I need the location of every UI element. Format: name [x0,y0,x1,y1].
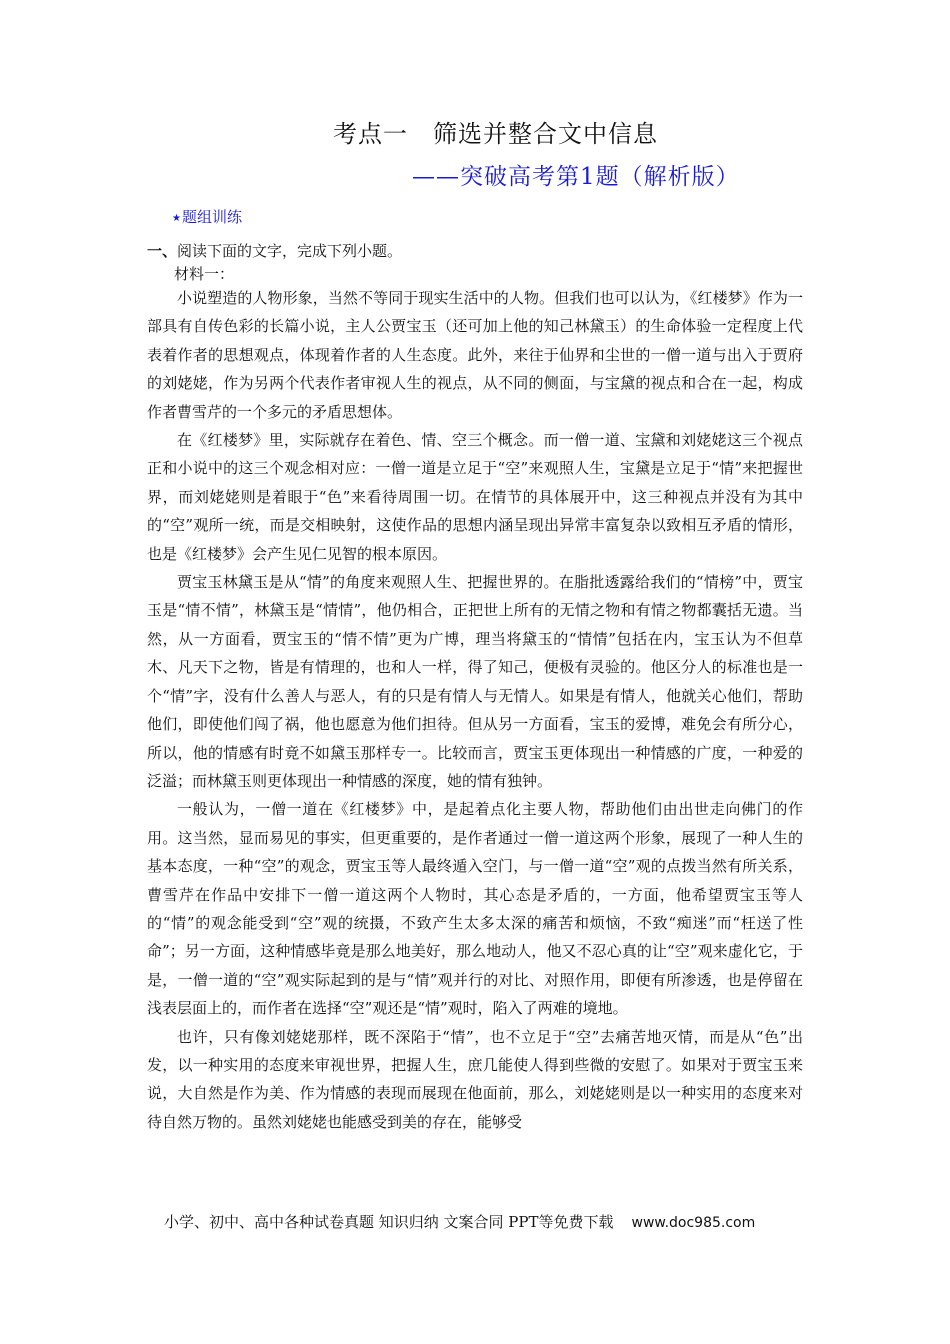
paragraph: 小说塑造的人物形象，当然不等同于现实生活中的人物。但我们也可以认为，《红楼梦》作为一部具有自传色彩的长篇小说，主人公贾宝玉（还可加上他的知己林黛玉）的生命体验一定程度上代表着作者的思想观点，体现着作者的人生态度。此外，来往于仙界和尘世的一僧一道与出入于贾府的刘姥姥，作为另两个代表作者审视人生的视点，从不同的侧面，与宝黛的视点和合在一起，构成作者曹雪芹的一个多元的矛盾思想体。 [147,289,803,421]
question-number: 一、 [147,242,178,260]
document-title: 考点一 筛选并整合文中信息 [333,120,658,148]
question-prompt: 阅读下面的文字，完成下列小题。 [177,242,403,260]
paragraph: 在《红楼梦》里，实际就存在着色、情、空三个概念。而一僧一道、宝黛和刘姥姥这三个视点正和小说中的这三个观念相对应：一僧一道是立足于“空”来观照人生，宝黛是立足于“情”来把握世界，而刘姥姥则是着眼于“色”来看待周围一切。在情节的具体展开中，这三种视点并没有为其中的“空”观所一统，而是交相映射，这使作品的思想内涵呈现出异常丰富复杂以致相互矛盾的情形，也是《红楼梦》会产生见仁见智的根本原因。 [147,431,803,563]
star-icon: ★ [172,212,181,224]
paragraph: 贾宝玉林黛玉是从“情”的角度来观照人生、把握世界的。在脂批透露给我们的“情榜”中，贾宝玉是“情不情”，林黛玉是“情情”，他仍相合，正把世上所有的无情之物和有情之物都囊括无遗。当然，从一方面看，贾宝玉的“情不情”更为广博，理当将黛玉的“情情”包括在内，宝玉认为不但草木、凡天下之物，皆是有情理的，也和人一样，得了知己，便极有灵验的。他区分人的标准也是一个“情”字，没有什么善人与恶人，有的只是有情人与无情人。如果是有情人，他就关心他们，帮助他们，即使他们闯了祸，他也愿意为他们担待。但从另一方面看，宝玉的爱博，难免会有所分心，所以，他的情感有时竟不如黛玉那样专一。比较而言，贾宝玉更体现出一种情感的广度，一种爱的泛溢；而林黛玉则更体现出一种情感的深度，她的情有独钟。 [147,573,803,790]
paragraph: 一般认为，一僧一道在《红楼梦》中，是起着点化主要人物，帮助他们由出世走向佛门的作用。这当然，显而易见的事实，但更重要的，是作者通过一僧一道这两个形象，展现了一种人生的基本态度，一种“空”的观念，贾宝玉等人最终遁入空门，与一僧一道“空”观的点拨当然有所关系，曹雪芹在作品中安排下一僧一道这两个人物时，其心态是矛盾的，一方面，他希望贾宝玉等人的“情”的观念能受到“空”观的统摄，不致产生太多太深的痛苦和烦恼，不致“痴迷”而“枉送了性命”；另一方面，这种情感毕竟是那么地美好，那么地动人，他又不忍心真的让“空”观来虚化它，于是，一僧一道的“空”观实际起到的是与“情”观并行的对比、对照作用，即便有所渗透，也是停留在浅表层面上的，而作者在选择“空”观还是“情”观时，陷入了两难的境地。 [147,800,803,1018]
material-label: 材料一： [174,265,235,283]
article-body [147,284,803,1136]
section-label-text: 题组训练 [181,208,242,226]
question-heading [147,240,402,261]
page-footer [164,1211,755,1232]
document-subtitle: ——突破高考第1题（解析版） [412,164,740,190]
footer-site-link[interactable]: www.doc985.com [631,1215,756,1231]
paragraph: 也许，只有像刘姥姥那样，既不深陷于“情”，也不立足于“空”去痛苦地灭情，而是从“色”出发，以一种实用的态度来审视世界，把握人生，庶几能使人得到些微的安慰了。如果对于贾宝玉来说，大自然是作为美、作为情感的表现而展现在他面前，那么，刘姥姥则是以一种实用的态度来对待自然万物的。虽然刘姥姥也能感受到美的存在，能够受 [147,1027,803,1131]
section-label [172,206,242,227]
footer-text: 小学、初中、高中各种试卷真题 知识归纳 文案合同 PPT等免费下载 [164,1213,614,1231]
